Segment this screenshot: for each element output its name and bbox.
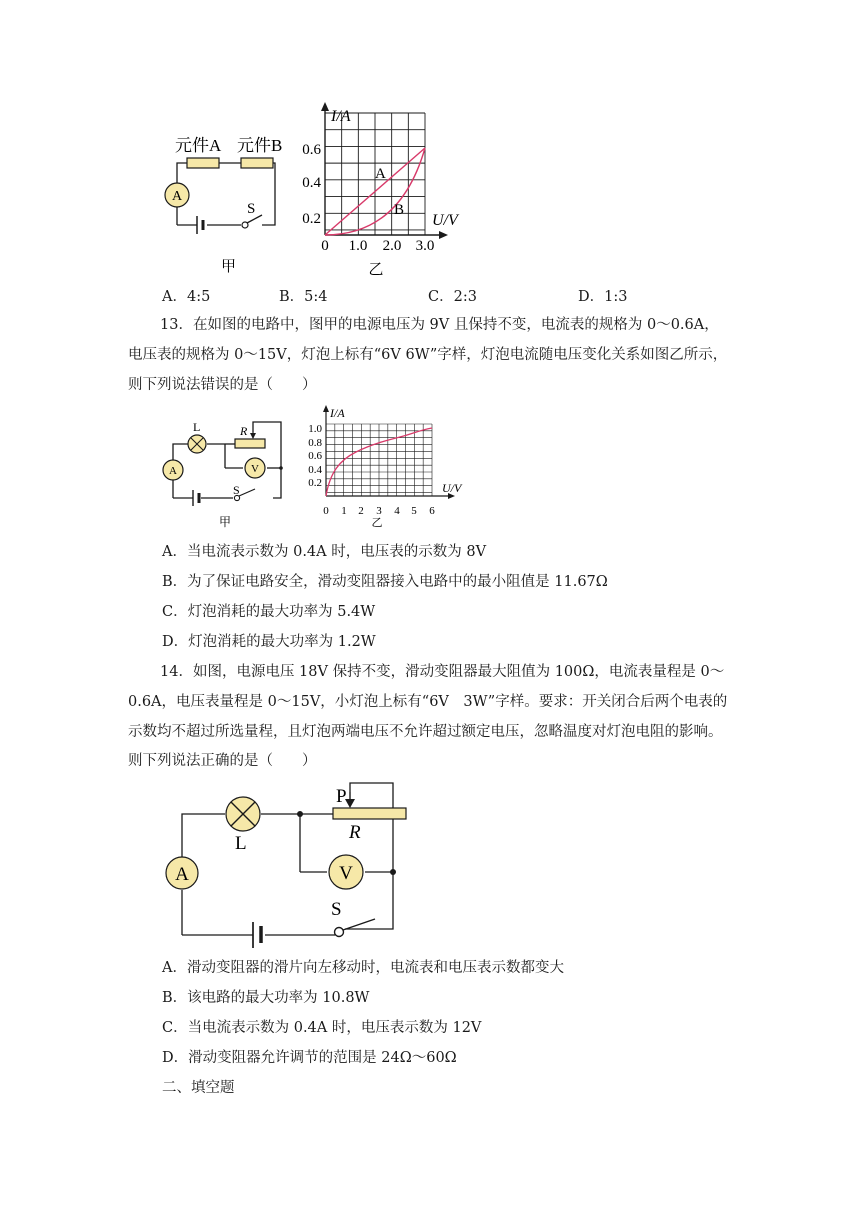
y-tick: 0.2: [302, 211, 321, 227]
question-14-stem-line-3: 示数均不超过所选量程，且灯泡两端电压不允许超过额定电压，忽略温度对灯泡电阻的影响。: [128, 724, 723, 740]
x-axis-label: U/V: [432, 212, 458, 229]
q14-circuit: [155, 775, 415, 950]
question-14-stem-line-4: 则下列说法正确的是（ ）: [128, 753, 317, 769]
x-tick: 3.0: [415, 238, 435, 254]
question-13-stem-line-1: 13．在如图的电路中，图甲的电源电压为 9V 且保持不变，电流表的规格为 0～0.6A，: [160, 317, 719, 333]
question-14-stem-line-1: 14．如图，电源电压 18V 保持不变，滑动变阻器最大阻值为 100Ω，电流表量程是 0～: [160, 664, 725, 680]
switch-label: S: [247, 201, 256, 217]
option-a[interactable]: A．4:5: [162, 289, 211, 305]
switch-label: S: [331, 899, 342, 920]
y-tick: 1.0: [308, 423, 322, 435]
rheostat-box: [333, 808, 406, 819]
voltmeter-label: V: [251, 463, 259, 475]
y-axis-label: I/A: [331, 108, 351, 125]
option-c[interactable]: C．当电流表示数为 0.4A 时，电压表示数为 12V: [162, 1020, 482, 1036]
x-tick: 3: [376, 505, 382, 517]
x-tick: 5: [411, 505, 417, 517]
ammeter-label: A: [175, 864, 189, 885]
option-b[interactable]: B．该电路的最大功率为 10.8W: [162, 990, 370, 1006]
option-a[interactable]: A．滑动变阻器的滑片向左移动时，电流表和电压表示数都变大: [162, 960, 564, 976]
x-tick: 6: [429, 505, 435, 517]
figure-caption-jia: 甲: [221, 259, 237, 275]
option-a[interactable]: A．当电流表示数为 0.4A 时，电压表的示数为 8V: [162, 544, 487, 560]
element-a-box: [187, 158, 219, 168]
q12-circuit-jia: [155, 125, 295, 280]
element-b-box: [241, 158, 273, 168]
option-b[interactable]: B．为了保证电路安全，滑动变阻器接入电路中的最小阻值是 11.67Ω: [162, 574, 608, 590]
element-a-label: 元件A: [175, 136, 222, 155]
q12-graph-yi: [290, 98, 465, 280]
slider-label: P: [336, 786, 347, 807]
option-d[interactable]: D．灯泡消耗的最大功率为 1.2W: [162, 634, 376, 650]
curve-b-label: B: [394, 202, 405, 218]
voltmeter-label: V: [339, 863, 353, 884]
lamp-label: L: [235, 833, 247, 854]
lamp-label: L: [193, 420, 201, 434]
option-c[interactable]: C．灯泡消耗的最大功率为 5.4W: [162, 604, 376, 620]
x-tick: 1: [341, 505, 347, 517]
rheostat-label: R: [349, 822, 361, 843]
ammeter-label: A: [169, 465, 177, 477]
y-tick: 0.8: [308, 437, 322, 449]
y-tick: 0.4: [308, 464, 322, 476]
question-13-stem-line-3: 则下列说法错误的是（ ）: [128, 377, 317, 393]
x-axis-label: U/V: [442, 481, 462, 495]
option-d[interactable]: D．1:3: [578, 289, 628, 305]
option-d[interactable]: D．滑动变阻器允许调节的范围是 24Ω～60Ω: [162, 1050, 457, 1066]
x-tick: 2.0: [382, 238, 402, 254]
question-13-stem-line-2: 电压表的规格为 0～15V，灯泡上标有“6V 6W”字样，灯泡电流随电压变化关系如图乙所示，: [128, 347, 728, 363]
x-tick: 2: [358, 505, 364, 517]
option-b[interactable]: B．5:4: [279, 289, 328, 305]
rheostat-box: [235, 439, 265, 448]
y-axis-label: I/A: [330, 406, 345, 420]
figure-caption-yi: 乙: [368, 262, 384, 278]
ammeter-label: A: [171, 189, 183, 204]
option-c[interactable]: C．2:3: [428, 289, 477, 305]
x-tick: 0: [323, 505, 329, 517]
element-b-label: 元件B: [237, 136, 283, 155]
switch-label: S: [233, 483, 240, 497]
figure-caption-jia: 甲: [219, 515, 232, 529]
rheostat-label: R: [240, 424, 248, 438]
x-tick: 4: [394, 505, 400, 517]
x-tick: 1.0: [348, 238, 368, 254]
x-tick: 0: [321, 238, 329, 254]
y-tick: 0.2: [308, 477, 322, 489]
section-title: 二、填空题: [162, 1080, 235, 1096]
question-14-stem-line-2: 0.6A，电压表量程是 0～15V，小灯泡上标有“6V 3W”字样。要求：开关闭合后两个电表的: [128, 694, 728, 710]
y-tick: 0.4: [302, 175, 321, 191]
q13-graph-yi: [300, 402, 472, 530]
y-tick: 0.6: [302, 142, 321, 158]
y-tick: 0.6: [308, 450, 322, 462]
q13-circuit-jia: [155, 418, 290, 530]
curve-a-label: A: [375, 166, 386, 182]
figure-caption-yi: 乙: [371, 517, 383, 529]
